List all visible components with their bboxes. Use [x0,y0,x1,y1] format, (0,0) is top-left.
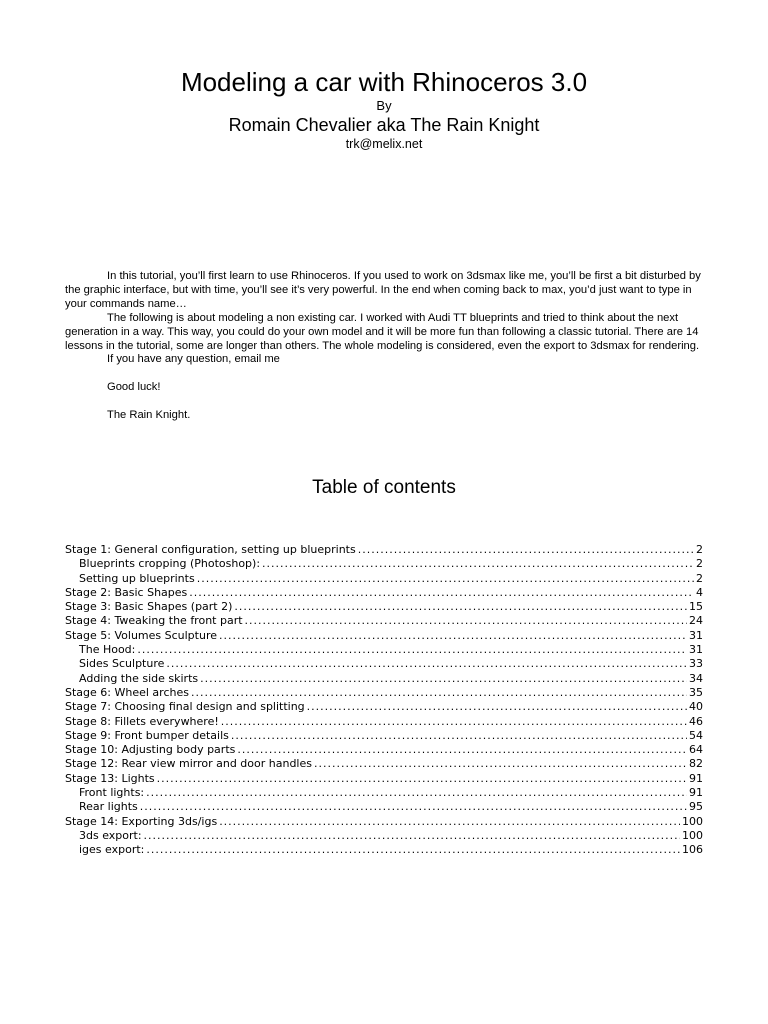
toc-entry-title: Adding the side skirts [79,671,199,685]
toc-entry-page: 91 [689,771,703,785]
toc-leader [166,657,687,671]
toc-entry[interactable] [65,629,703,643]
toc-entry-title: Stage 1: General configuration, setting up blueprints [65,543,356,556]
toc-subentry[interactable] [65,829,703,843]
toc-entry-title: Stage 6: Wheel arches [65,685,189,699]
toc-entry-title: Stage 2: Basic Shapes [65,585,188,599]
toc-entry-title: Sides Sculpture [79,657,165,671]
intro-paragraph: Good luck! [107,381,161,394]
toc-entry-page: 100 [682,814,703,828]
toc-leader [144,829,680,843]
toc-entry[interactable] [65,715,703,729]
toc-entry[interactable] [65,586,703,600]
toc-leader [191,686,687,700]
toc-entry[interactable] [65,614,703,628]
toc-entry-page: 40 [689,700,703,714]
toc-entry-title: Stage 5: Volumes Sculpture [65,628,217,642]
toc-entry[interactable] [65,543,703,557]
toc-entry-title: Rear lights [79,800,138,814]
toc-entry-page: 64 [689,743,703,757]
toc-leader [358,543,694,557]
toc-entry[interactable] [65,686,703,700]
toc-entry-title: iges export: [79,843,145,857]
toc-entry-title: Stage 13: Lights [65,771,155,785]
toc-entry-title: Blueprints cropping (Photoshop): [79,557,261,571]
toc-leader [197,572,694,586]
toc-leader [314,757,687,771]
toc-heading: Table of contents [312,477,456,498]
intro-paragraph: In this tutorial, you’ll first learn to use Rhinoceros. If you used to work on 3dsmax like me, you’ll be first a bit disturbed by the graphic interface, but with time, you’ll see it’s very powerful. In the end when coming back to max, you’d just want to type in your commands name… [65,270,701,310]
toc-entry-title: Setting up blueprints [79,571,195,585]
toc-entry-title: Front lights: [79,786,145,800]
intro-section [65,270,705,423]
toc-entry-page: 2 [696,571,703,585]
toc-entry[interactable] [65,772,703,786]
toc-entry-page: 82 [689,757,703,771]
toc-subentry[interactable] [65,800,703,814]
toc-leader [157,772,687,786]
toc-entry-page: 4 [696,585,703,599]
table-of-contents [65,543,703,858]
toc-entry-page: 2 [696,557,703,571]
toc-leader [146,843,680,857]
toc-subentry[interactable] [65,672,703,686]
toc-subentry[interactable] [65,572,703,586]
toc-leader [245,614,687,628]
toc-entry[interactable] [65,729,703,743]
toc-leader [219,629,687,643]
toc-leader [234,600,687,614]
toc-subentry[interactable] [65,843,703,857]
toc-entry-page: 15 [689,600,703,614]
toc-subentry[interactable] [65,643,703,657]
toc-entry[interactable] [65,600,703,614]
toc-entry-page: 95 [689,800,703,814]
toc-leader [231,729,687,743]
intro-paragraph: If you have any question, email me [107,353,280,366]
toc-entry-title: The Hood: [79,643,136,657]
toc-entry[interactable] [65,815,703,829]
toc-entry-page: 31 [689,628,703,642]
toc-entry[interactable] [65,743,703,757]
toc-leader [146,786,687,800]
toc-entry-title: 3ds export: [79,828,142,842]
toc-entry-title: Stage 8: Fillets everywhere! [65,714,219,728]
toc-entry-page: 91 [689,786,703,800]
toc-entry-title: Stage 3: Basic Shapes (part 2) [65,600,233,614]
toc-entry-page: 54 [689,728,703,742]
toc-leader [200,672,687,686]
toc-subentry[interactable] [65,657,703,671]
signature-text: The Rain Knight. [107,409,191,422]
toc-entry-title: Stage 7: Choosing final design and splitting [65,700,305,714]
author-name: Romain Chevalier aka The Rain Knight [228,115,540,135]
byline-label: By [376,98,392,113]
toc-leader [140,800,687,814]
toc-entry-page: 100 [682,828,703,842]
toc-entry-title: Stage 10: Adjusting body parts [65,743,236,757]
toc-leader [221,715,687,729]
author-email: trk@melix.net [345,137,423,151]
toc-entry-page: 106 [682,843,703,857]
toc-entry-title: Stage 4: Tweaking the front part [65,614,243,628]
intro-paragraph: The following is about modeling a non existing car. I worked with Audi TT blueprints and tried to think about the next generation in a way. This way, you could do your own model and it will be more fun than following a classic tutorial. There are 14 lessons in the tutorial, some are longer than others. The whole modeling is considered, even the export to 3dsmax for rendering. [65,311,700,352]
toc-entry-page: 35 [689,685,703,699]
toc-leader [137,643,687,657]
toc-entry[interactable] [65,757,703,771]
toc-entry-page: 34 [689,671,703,685]
toc-entry-page: 31 [689,643,703,657]
document-title: Modeling a car with Rhinoceros 3.0 [180,67,588,97]
toc-subentry[interactable] [65,557,703,571]
toc-entry-page: 24 [689,614,703,628]
toc-entry-page: 33 [689,657,703,671]
toc-leader [307,700,687,714]
toc-entry-page: 46 [689,714,703,728]
toc-entry-page: 2 [696,543,703,556]
toc-leader [237,743,687,757]
toc-entry-title: Stage 9: Front bumper details [65,728,229,742]
toc-entry-title: Stage 14: Exporting 3ds/igs [65,814,218,828]
toc-leader [189,586,694,600]
toc-subentry[interactable] [65,786,703,800]
toc-leader [262,557,694,571]
toc-leader [219,815,680,829]
toc-entry[interactable] [65,700,703,714]
toc-entry-title: Stage 12: Rear view mirror and door handles [65,757,312,771]
